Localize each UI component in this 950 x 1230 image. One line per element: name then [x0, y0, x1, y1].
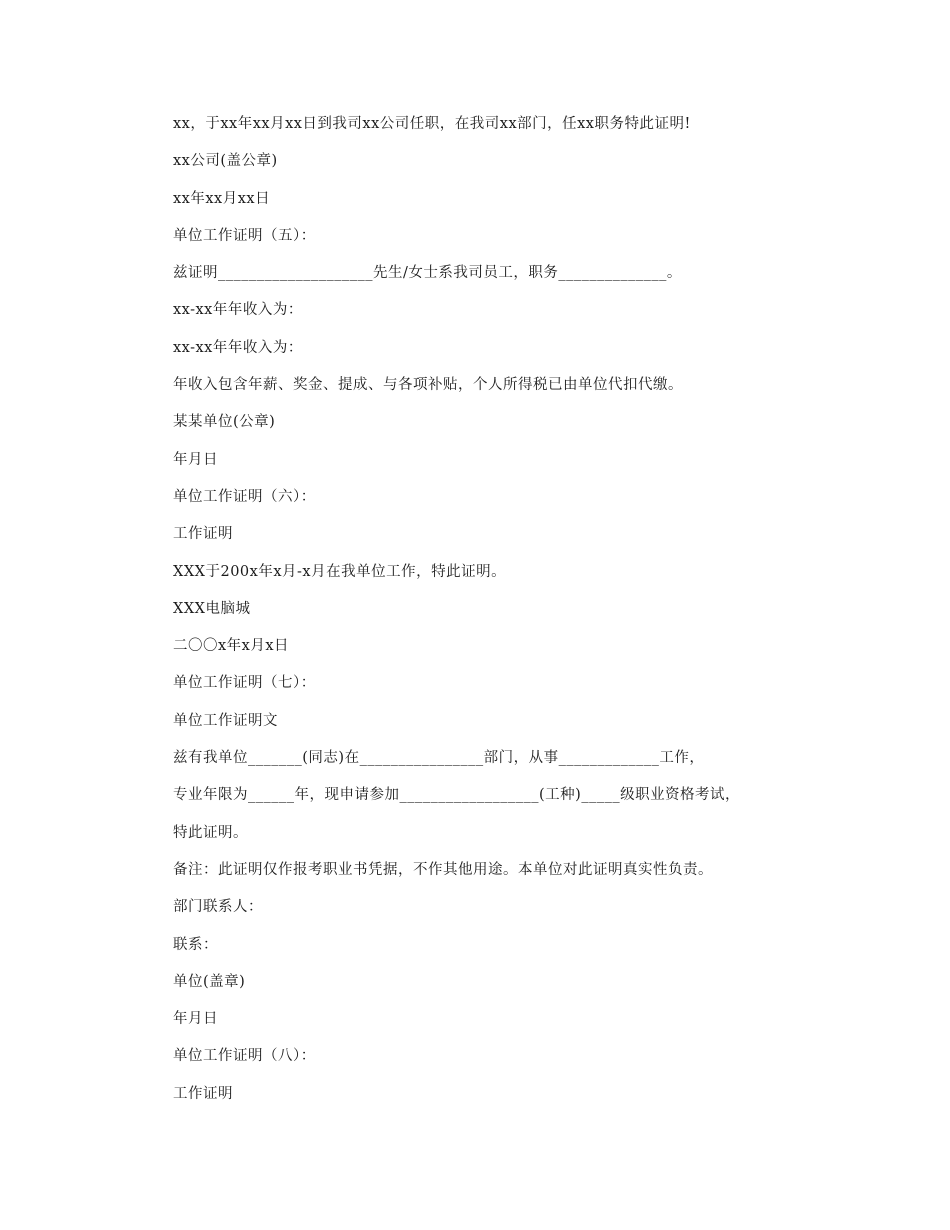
- text-line: 二〇〇x年x月x日: [173, 638, 290, 655]
- text-line: xx-xx年年收入为：: [173, 339, 303, 356]
- section-heading: 单位工作证明（五）：: [173, 227, 316, 244]
- text-line: 工作证明: [173, 1085, 233, 1102]
- text-line: xx，于xx年xx月xx日到我司xx公司任职，在我司xx部门，任xx职务特此证明!: [173, 116, 691, 132]
- section-heading: 单位工作证明（六）：: [173, 488, 316, 505]
- text-line: 兹有我单位_______(同志)在________________部门，从事_____________工作，: [173, 750, 705, 767]
- text-line: 特此证明。: [173, 824, 248, 841]
- text-line: 某某单位(公章): [173, 414, 276, 431]
- section-heading: 单位工作证明（八）：: [173, 1048, 316, 1065]
- text-line: xx-xx年年收入为：: [173, 302, 303, 319]
- text-line: 部门联系人：: [173, 899, 263, 916]
- text-line: xx年xx月xx日: [173, 190, 271, 207]
- text-line: XXX于200x年x月-x月在我单位工作，特此证明。: [173, 563, 507, 580]
- text-line: 兹证明____________________先生/女士系我司员工，职务______________。: [173, 265, 682, 282]
- text-line: 年收入包含年薪、奖金、提成、与各项补贴，个人所得税已由单位代扣代缴。: [173, 377, 683, 394]
- text-line: 备注：此证明仅作报考职业书凭据，不作其他用途。本单位对此证明真实性负责。: [173, 861, 713, 878]
- document-body: [173, 111, 813, 1118]
- text-line: 单位工作证明文: [173, 712, 278, 729]
- section-heading: 单位工作证明（七）：: [173, 675, 316, 692]
- text-line: 年月日: [173, 451, 218, 468]
- text-line: XXX电脑城: [173, 600, 251, 617]
- text-line: 单位(盖章): [173, 973, 246, 990]
- text-line: 专业年限为______年，现申请参加__________________(工种)_____级职业资格考试，: [173, 787, 741, 804]
- text-line: 联系：: [173, 936, 218, 953]
- text-line: 年月日: [173, 1011, 218, 1028]
- text-line: 工作证明: [173, 526, 233, 543]
- text-line: xx公司(盖公章): [173, 153, 278, 170]
